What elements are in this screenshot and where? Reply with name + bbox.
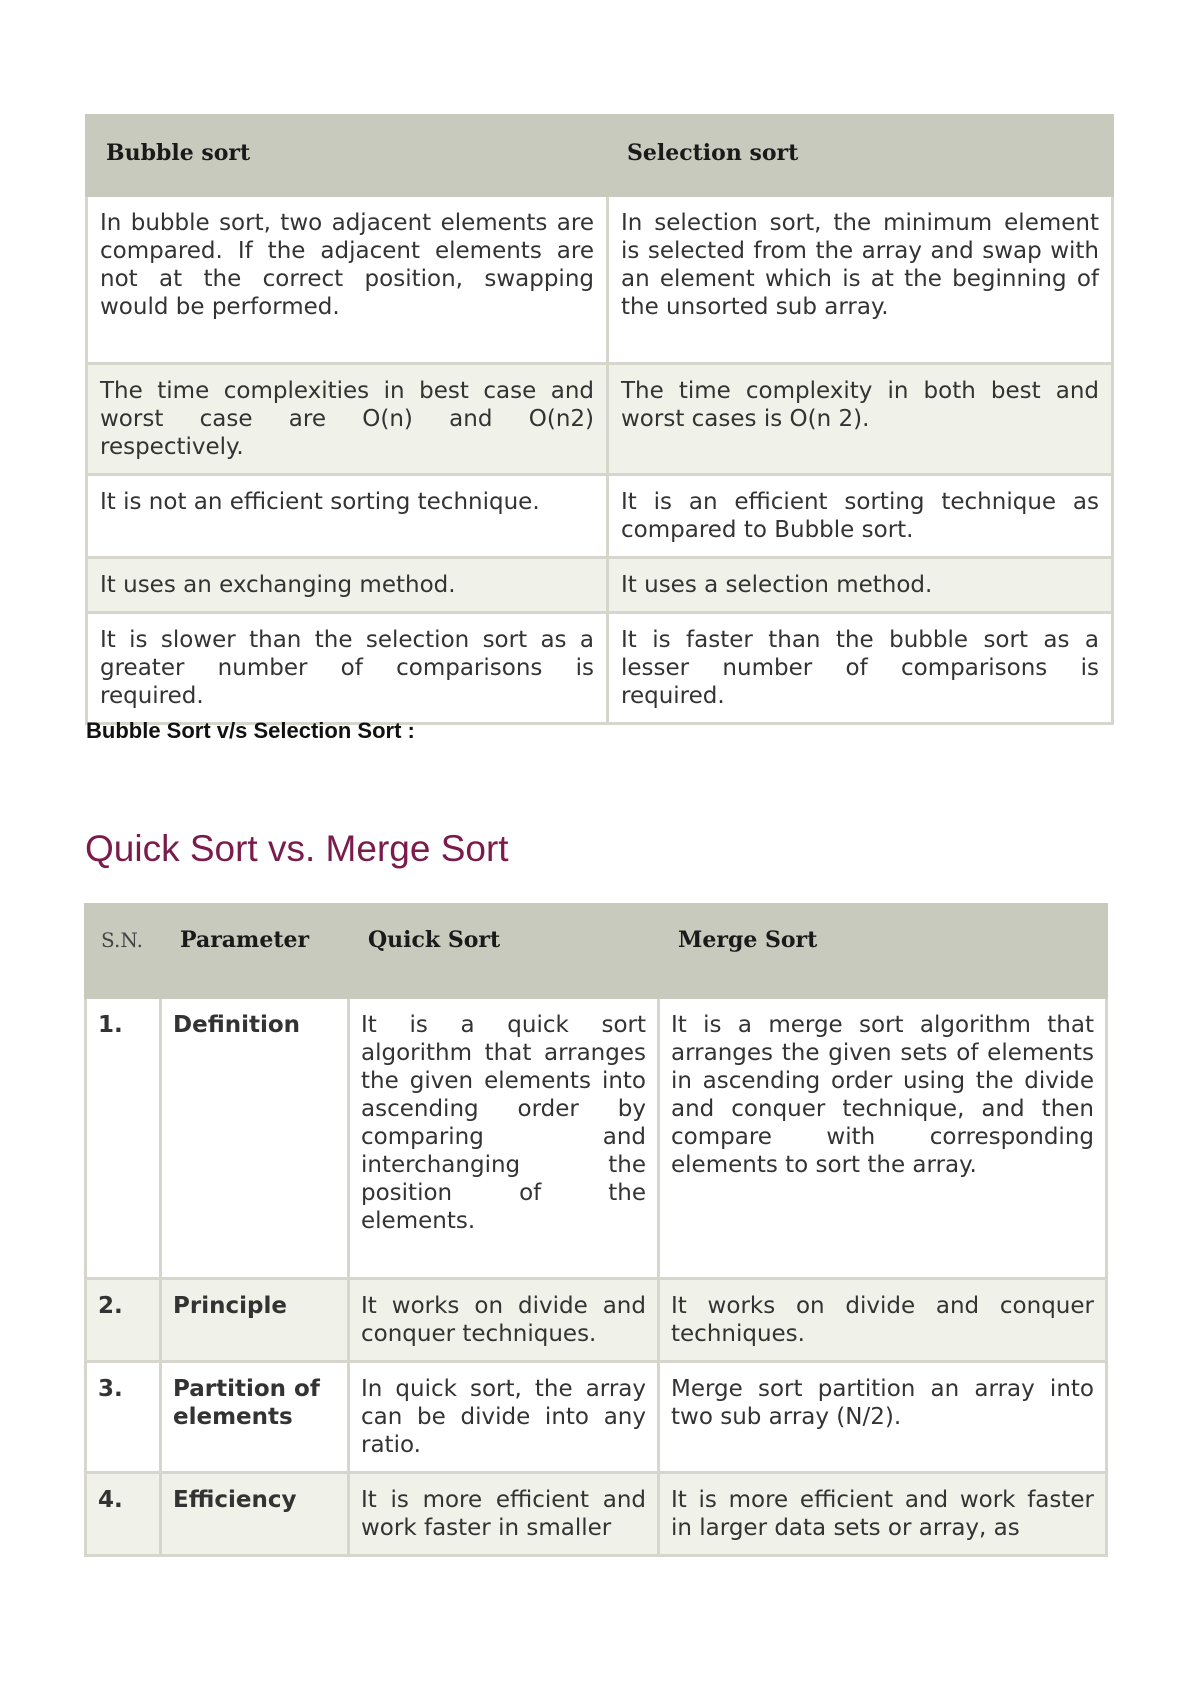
table-cell: In quick sort, the array can be divide into any ratio.	[349, 1362, 659, 1473]
table-cell: It is a quick sort algorithm that arranges the given elements into ascending order by comparing and interchanging the position of the elements.	[349, 998, 659, 1279]
header-parameter: Parameter	[161, 905, 349, 998]
header-merge-sort: Merge Sort	[659, 905, 1107, 998]
table-cell: It is a merge sort algorithm that arranges the given sets of elements in ascending order using the divide and conquer technique, and then compare with corresponding elements to sort the array.	[659, 998, 1107, 1279]
table-row	[86, 1362, 1107, 1473]
table-cell: It uses a selection method.	[608, 558, 1113, 613]
section-heading: Quick Sort vs. Merge Sort	[85, 828, 509, 869]
table-cell: It is slower than the selection sort as a greater number of comparisons is required.	[87, 613, 608, 724]
table-cell: The time complexity in both best and worst cases is O(n 2).	[608, 364, 1113, 475]
table-cell: It is faster than the bubble sort as a lesser number of comparisons is required.	[608, 613, 1113, 724]
table-cell: It is more efficient and work faster in smaller	[349, 1473, 659, 1556]
table-caption: Bubble Sort v/s Selection Sort :	[86, 718, 415, 743]
table-row	[87, 364, 1113, 475]
table-cell: The time complexities in best case and worst case are O(n) and O(n2) respectively.	[87, 364, 608, 475]
row-parameter: Definition	[161, 998, 349, 1279]
header-bubble-sort: Bubble sort	[87, 116, 608, 196]
table-cell: In bubble sort, two adjacent elements are compared. If the adjacent elements are not at the correct position, swapping would be performed.	[87, 196, 608, 364]
table-cell: Merge sort partition an array into two sub array (N/2).	[659, 1362, 1107, 1473]
table-row	[87, 558, 1113, 613]
row-parameter: Efficiency	[161, 1473, 349, 1556]
quick-vs-merge-table	[84, 903, 1108, 1557]
table-cell: In selection sort, the minimum element is selected from the array and swap with an element which is at the beginning of the unsorted sub array.	[608, 196, 1113, 364]
bubble-vs-selection-table	[85, 114, 1114, 725]
table-cell: It uses an exchanging method.	[87, 558, 608, 613]
row-number: 1.	[86, 998, 161, 1279]
row-parameter: Partition of elements	[161, 1362, 349, 1473]
table-row	[86, 1473, 1107, 1556]
row-number: 3.	[86, 1362, 161, 1473]
table-cell: It is more efficient and work faster in larger data sets or array, as	[659, 1473, 1107, 1556]
table-row	[86, 1279, 1107, 1362]
table-row	[87, 196, 1113, 364]
header-selection-sort: Selection sort	[608, 116, 1113, 196]
table-cell: It is not an efficient sorting technique.	[87, 475, 608, 558]
header-quick-sort: Quick Sort	[349, 905, 659, 998]
row-number: 4.	[86, 1473, 161, 1556]
row-number: 2.	[86, 1279, 161, 1362]
table-cell: It works on divide and conquer techniques.	[659, 1279, 1107, 1362]
header-sn: S.N.	[86, 905, 161, 998]
table-row	[87, 613, 1113, 724]
table-cell: It works on divide and conquer techniques.	[349, 1279, 659, 1362]
table-header-row	[86, 905, 1107, 998]
table-row	[86, 998, 1107, 1279]
table-row	[87, 475, 1113, 558]
table-header-row	[87, 116, 1113, 196]
row-parameter: Principle	[161, 1279, 349, 1362]
table-cell: It is an efficient sorting technique as compared to Bubble sort.	[608, 475, 1113, 558]
